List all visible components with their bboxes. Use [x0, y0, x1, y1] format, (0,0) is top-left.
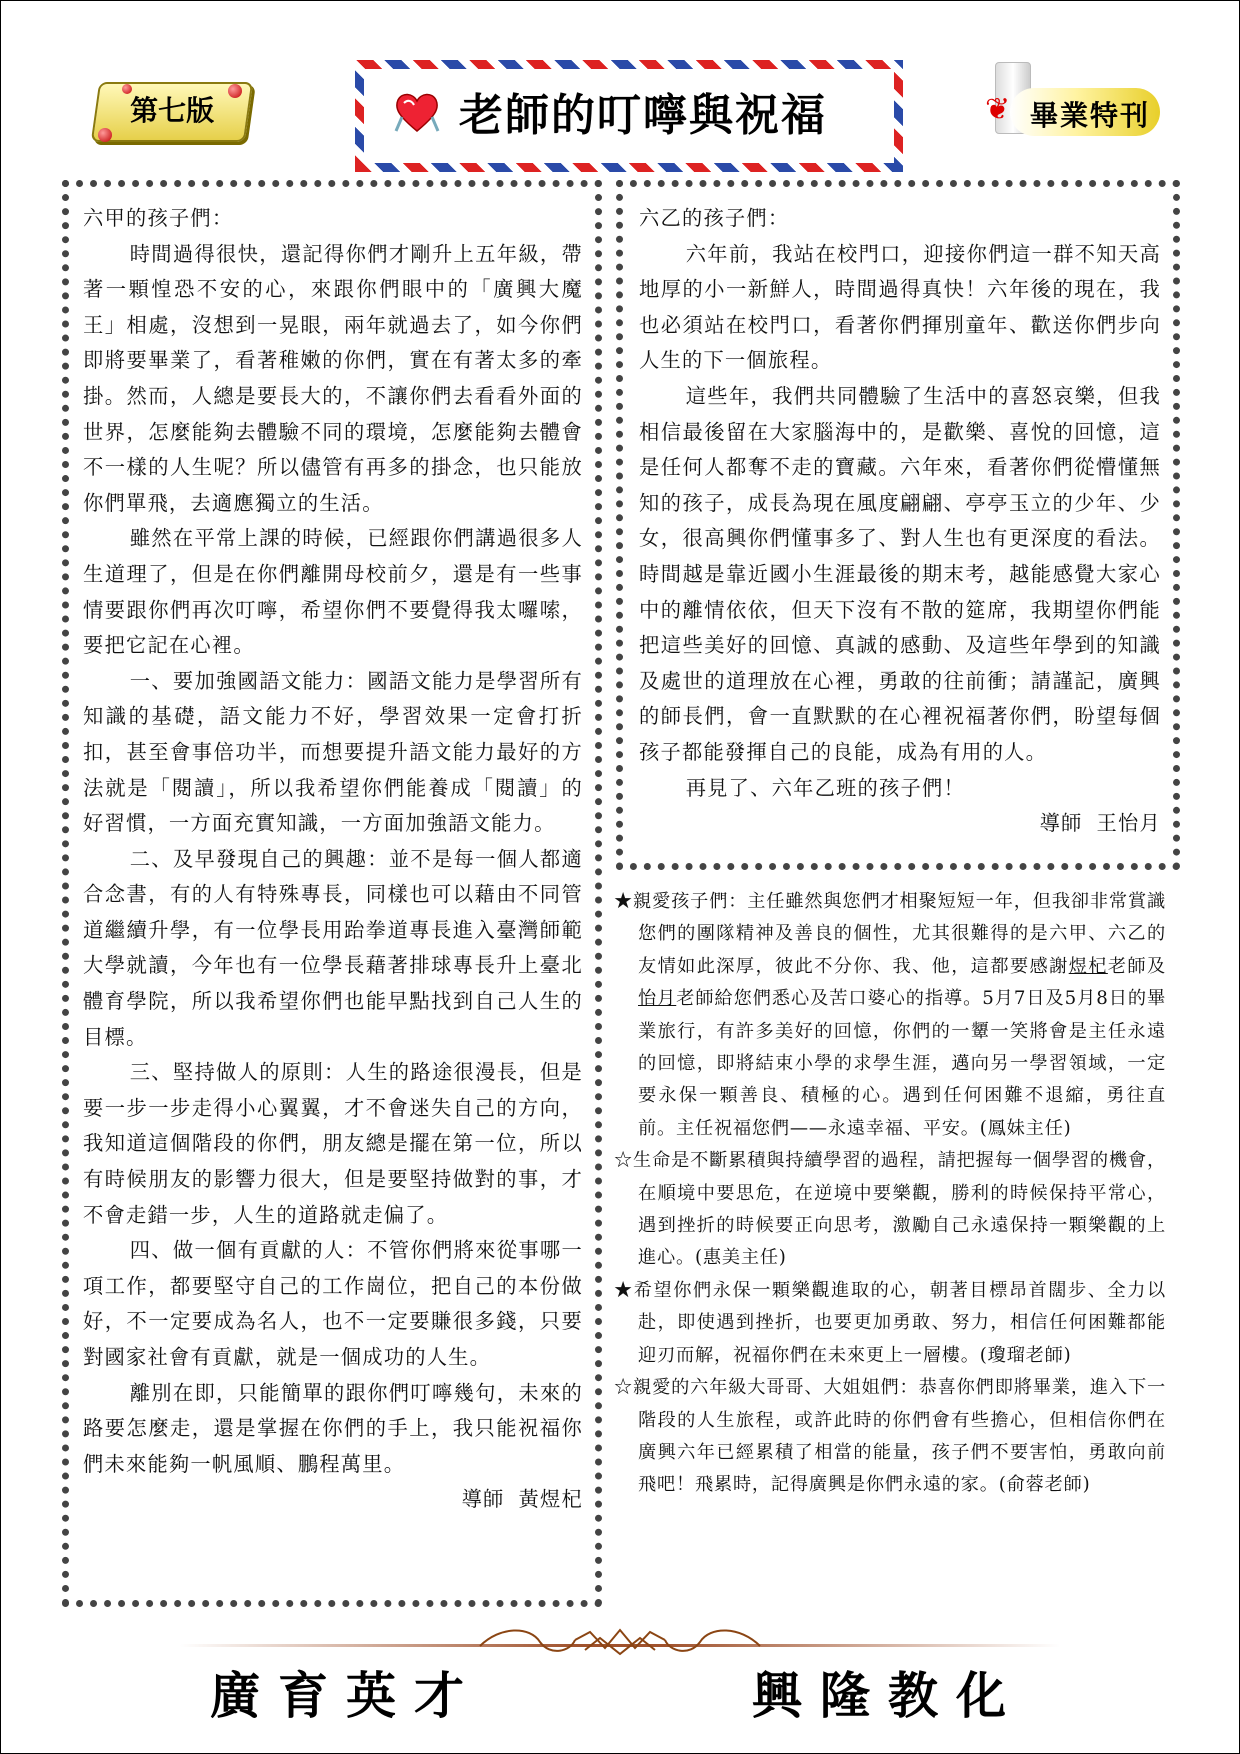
page-title: 老師的叮嚀與祝福	[459, 90, 827, 141]
signature-name: 王怡月	[1096, 811, 1161, 836]
teacher-name: 煜杞	[1068, 955, 1108, 977]
graduation-special-badge	[1010, 88, 1160, 136]
paragraph: 再見了、六年乙班的孩子們！	[685, 775, 965, 800]
title-banner	[355, 60, 903, 172]
greeting-6b: 六乙的孩子們：	[639, 206, 790, 230]
blessing-message: ☆生命是不斷累積與持續學習的過程，請把握每一個學習的機會，在順境中要思危，在逆境中要樂觀，勝利的時候保持平常心，遇到挫折的時候要正向思考，激勵自己永遠保持一顆樂觀的上進心。(惠美主任)	[614, 1150, 1166, 1269]
white-star-icon: ☆	[614, 1377, 634, 1399]
paragraph: 這些年，我們共同體驗了生活中的喜怒哀樂，但我相信最後留在大家腦海中的，是歡樂、喜悅的回憶，這是任何人都奪不走的寶藏。六年來，看著你們從懵懂無知的孩子，成長為現在風度翩翩、亭亭玉立的少年、少女，很高興你們懂事多了、對人生也有更深度的看法。時間越是靠近國小生涯最後的期末考，越能感覺大家心中的離情依依，但天下沒有不散的筵席，我期望你們能把這些美好的回憶、真誠的感動、及這些年學到的知識及處世的道理放在心裡，勇敢的往前衝；請謹記，廣興的師長們，會一直默默的在心裡祝福著你們，盼望每個孩子都能發揮自己的良能，成為有用的人。	[639, 383, 1161, 764]
signature-role: 導師	[1039, 811, 1083, 836]
paragraph: 四、做一個有貢獻的人：不管你們將來從事哪一項工作，都要堅守自己的工作崗位，把自己的本份做好，不一定要成為名人，也不一定要賺很多錢，只要對國家社會有貢獻，就是一個成功的人生。	[83, 1238, 583, 1369]
signature-6b	[639, 806, 1161, 842]
ornament-ball-icon	[98, 128, 112, 142]
edition-label: 第七版	[130, 94, 215, 127]
ribbon-bow-icon: ❦	[985, 92, 1011, 127]
black-star-icon: ★	[614, 891, 634, 912]
signature-name: 黃煜杞	[518, 1487, 583, 1512]
ornament-ball-icon	[228, 84, 242, 98]
paragraph: 雖然在平常上課的時候，已經跟你們講過很多人生道理了，但是在你們離開母校前夕，還是有一些事情要跟你們再次叮嚀，希望你們不要覺得我太囉嗦，要把它記在心裡。	[83, 526, 583, 658]
ornament-ball-icon	[122, 84, 132, 94]
paragraph: 離別在即，只能簡單的跟你們叮嚀幾句，未來的路要怎麼走，還是掌握在你們的手上，我只能祝福你們未來能夠一帆風順、鵬程萬里。	[83, 1380, 583, 1476]
paragraph: 三、堅持做人的原則：人生的路途很漫長，但是要一步一步走得小心翼翼，才不會迷失自己的方向，我知道這個階段的你們，朋友總是擺在第一位，所以有時候朋友的影響力很大，但是要堅持做對的事，才不會走錯一步，人生的道路就走偏了。	[83, 1060, 583, 1227]
motto-left: 廣育英才	[210, 1666, 482, 1725]
paragraph: 六年前，我站在校門口，迎接你們這一群不知天高地厚的小一新鮮人，時間過得真快！六年後的現在，我也必須站在校門口，看著你們揮別童年、歡送你們步向人生的下一個旅程。	[639, 241, 1161, 373]
paragraph: 一、要加強國語文能力：國語文能力是學習所有知識的基礎，語文能力不好，學習效果一定會打折扣，甚至會事倍功半，而想要提升語文能力最好的方法就是「閱讀」，所以我希望你們能養成「閱讀」的好習慣，一方面充實知識，一方面加強語文能力。	[83, 668, 583, 836]
signature-6a	[83, 1482, 583, 1518]
teacher-name: 怡月	[638, 988, 677, 1010]
heart-ribbon-icon	[392, 87, 442, 137]
blessing-message: ★希望你們永保一顆樂觀進取的心，朝著目標昂首闊步、全力以赴，即使遇到挫折，也要更加勇敢、努力，相信任何困難都能迎刃而解，祝福你們在未來更上一層樓。(瓊瑠老師)	[614, 1279, 1166, 1366]
blessing-message: ☆親愛的六年級大哥哥、大姐姐們：恭喜你們即將畢業，進入下一階段的人生旅程，或許此時的你們會有些擔心，但相信你們在廣興六年已經累積了相當的能量，孩子們不要害怕，勇敢向前飛吧！飛累時，記得廣興是你們永遠的家。(俞蓉老師)	[614, 1377, 1166, 1496]
white-star-icon: ☆	[614, 1150, 634, 1172]
motto-right: 興隆教化	[752, 1666, 1024, 1725]
letter-class-6a	[62, 180, 602, 1607]
blessing-messages	[614, 886, 1166, 1502]
paragraph: 二、及早發現自己的興趣：並不是每一個人都適合念書，有的人有特殊專長，同樣也可以藉由不同管道繼續升學，有一位學長用跆拳道專長進入臺灣師範大學就讀，今年也有一位學長藉著排球專長升上臺北體育學院，所以我希望你們也能早點找到自己人生的目標。	[83, 846, 583, 1049]
greeting-6a: 六甲的孩子們：	[83, 206, 234, 230]
signature-role: 導師	[461, 1487, 505, 1512]
letter-class-6b	[616, 180, 1180, 870]
paragraph: 時間過得很快，還記得你們才剛升上五年級，帶著一顆惶恐不安的心，來跟你們眼中的「廣興大魔王」相處，沒想到一晃眼，兩年就過去了，如今你們即將要畢業了，看著稚嫩的你們，實在有著太多的牽掛。然而，人總是要長大的，不讓你們去看看外面的世界，怎麼能夠去體驗不同的環境，怎麼能夠去體會不一樣的人生呢？所以儘管有再多的掛念，也只能放你們單飛，去適應獨立的生活。	[83, 241, 583, 515]
blessing-message: ★親愛孩子們：主任雖然與您們才相聚短短一年，但我卻非常賞識您們的團隊精神及善良的個性，尤其很難得的是六甲、六乙的友情如此深厚，彼此不分你、我、他，這都要感謝煜杞老師及怡月老師給您們悉心及苦口婆心的指導。5月7日及5月8日的畢業旅行，有許多美好的回憶，你們的一顰一笑將會是主任永遠的回憶，即將結束小學的求學生涯，邁向另一學習領域，一定要永保一顆善良、積極的心。遇到任何困難不退縮，勇往直前。主任祝福您們——永遠幸福、平安。(鳳妹主任)	[614, 891, 1166, 1139]
special-label: 畢業特刊	[1030, 99, 1151, 132]
black-star-icon: ★	[614, 1279, 634, 1301]
